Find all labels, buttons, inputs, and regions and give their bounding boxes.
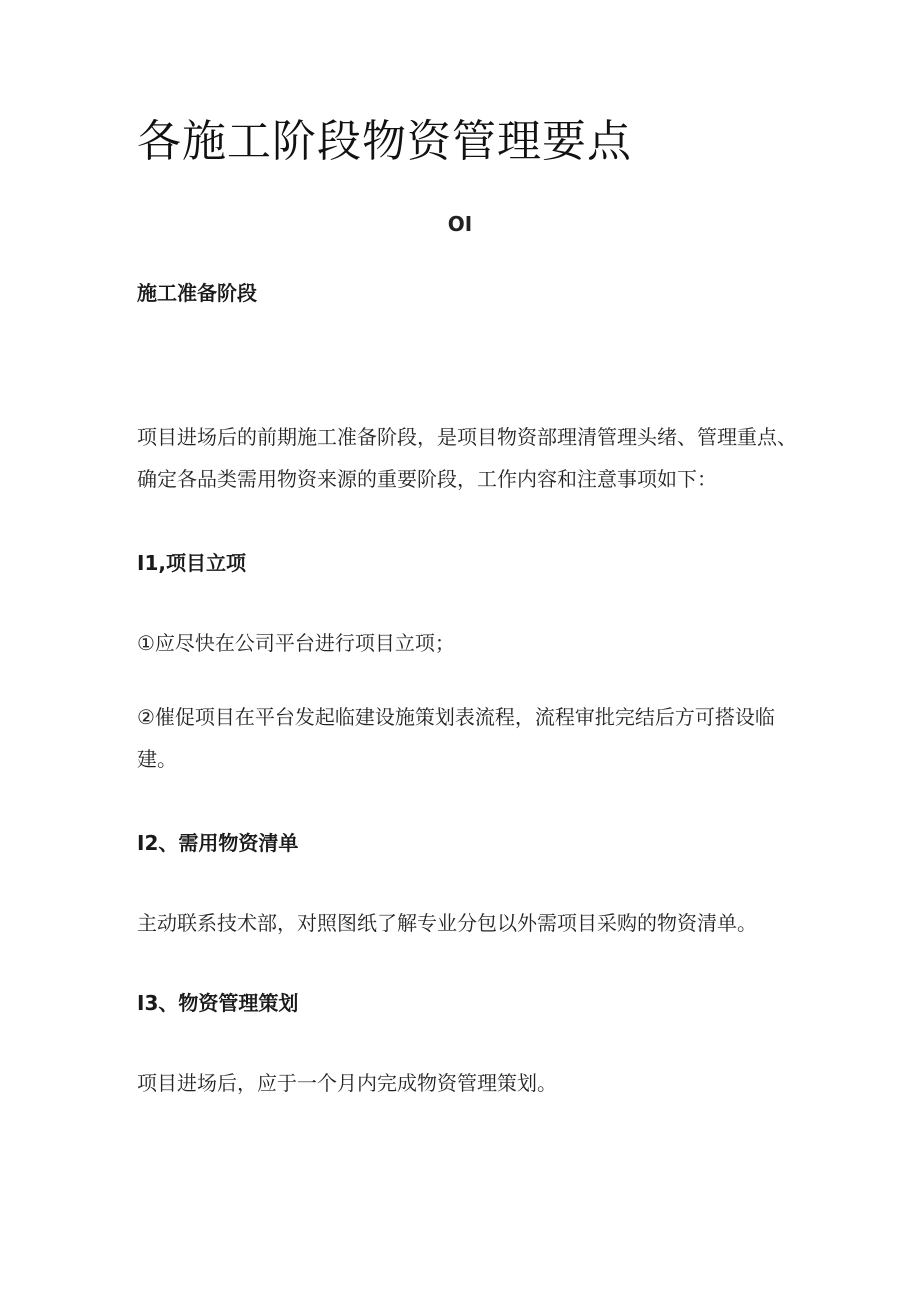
item-paragraph: ②催促项目在平台发起临建设施策划表流程，流程审批完结后方可搭设临建。 (137, 705, 775, 771)
item-paragraph: 项目进场后，应于一个月内完成物资管理策划。 (137, 1071, 557, 1095)
item-paragraph: 主动联系技术部，对照图纸了解专业分包以外需项目采购的物资清单。 (137, 911, 757, 935)
item-heading-material-list: I2、需用物资清单 (137, 831, 299, 855)
section-number: OI (447, 212, 473, 236)
item-paragraph: ①应尽快在公司平台进行项目立项； (137, 631, 455, 655)
item-heading-material-planning: I3、物资管理策划 (137, 991, 299, 1015)
item-heading-project-approval: I1,项目立项 (137, 551, 246, 575)
page-title: 各施工阶段物资管理要点 (137, 116, 632, 167)
stage-heading: 施工准备阶段 (137, 281, 257, 305)
intro-paragraph: 项目进场后的前期施工准备阶段，是项目物资部理清管理头绪、管理重点、确定各品类需用物资来源的重要阶段，工作内容和注意事项如下： (137, 425, 797, 491)
